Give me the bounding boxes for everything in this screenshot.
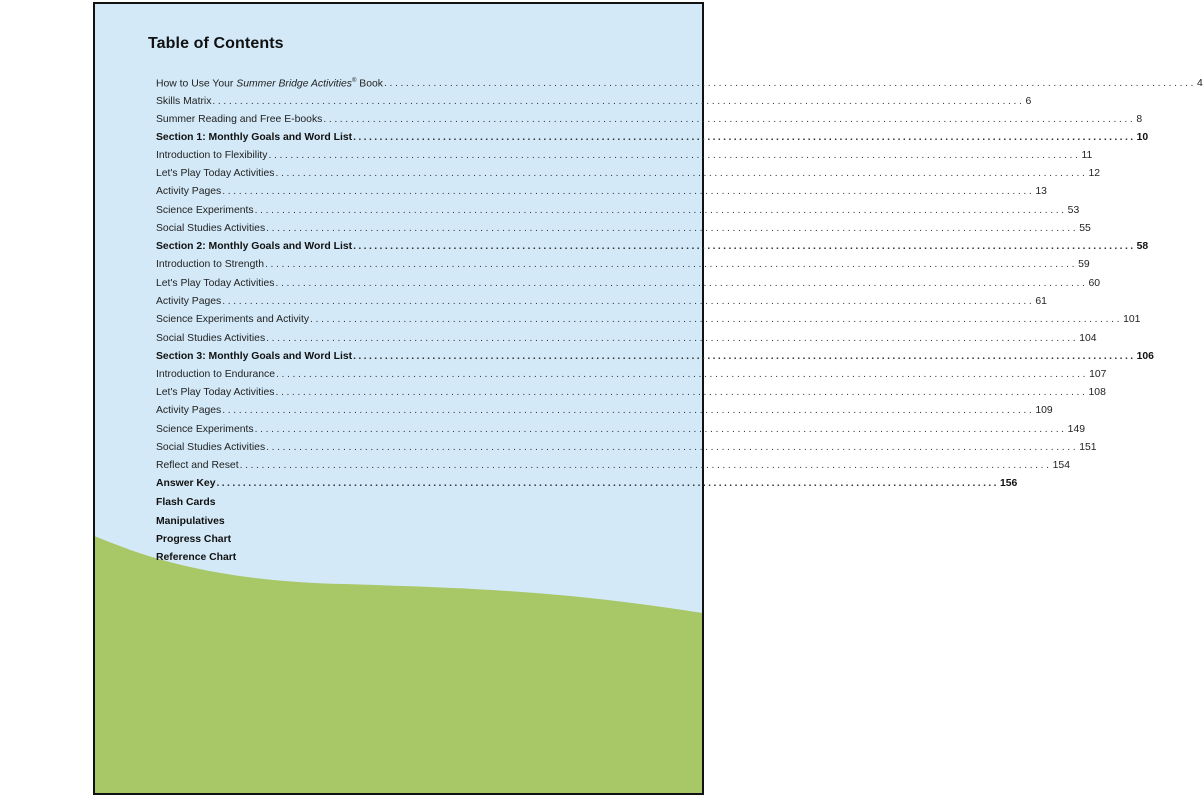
toc-entry-label: Science Experiments xyxy=(156,424,254,435)
toc-entry-label: Reflect and Reset xyxy=(156,460,239,471)
toc-page-number: 10 xyxy=(1136,132,1149,143)
toc-entry-label: Science Experiments xyxy=(156,205,254,216)
toc-entry-label: Let's Play Today Activities xyxy=(156,168,275,179)
toc-entry-label: Answer Key xyxy=(156,478,216,489)
dot-leader: .................................................................................................................................................... xyxy=(383,78,1197,89)
toc-entry-label: Social Studies Activities xyxy=(156,442,266,453)
toc-entry xyxy=(156,271,1101,289)
toc-entry-label: Social Studies Activities xyxy=(156,333,266,344)
dot-leader: .................................................................................................................................................... xyxy=(222,405,1035,416)
toc-page-number: 109 xyxy=(1035,405,1053,416)
dot-leader: .................................................................................................................................................... xyxy=(265,259,1078,270)
toc-entry xyxy=(156,161,1101,179)
toc-extra-item: Manipulatives xyxy=(156,516,225,527)
toc-page-number: 108 xyxy=(1088,387,1106,398)
dot-leader: .................................................................................................................................................... xyxy=(239,460,1052,471)
dot-leader: .................................................................................................................................................... xyxy=(254,424,1067,435)
dot-leader: .................................................................................................................................................... xyxy=(222,296,1035,307)
toc-page-number: 12 xyxy=(1088,168,1101,179)
toc-section-entry xyxy=(156,344,1154,362)
toc-entry xyxy=(156,198,1080,216)
toc-section-entry xyxy=(156,471,1018,489)
toc-page-number: 11 xyxy=(1081,150,1093,161)
toc-page-number: 6 xyxy=(1025,96,1032,107)
dot-leader: .................................................................................................................................................... xyxy=(266,442,1079,453)
toc-entry-label: Activity Pages xyxy=(156,405,222,416)
toc-entry-label: Science Experiments and Activity xyxy=(156,314,310,325)
dot-leader: .................................................................................................................................................... xyxy=(275,168,1088,179)
toc-entry-label: Section 3: Monthly Goals and Word List xyxy=(156,351,353,362)
toc-entry-label: Summer Reading and Free E-books xyxy=(156,114,323,125)
toc-entry xyxy=(156,179,1047,197)
toc-page-number: 154 xyxy=(1052,460,1070,471)
toc-page-number: 58 xyxy=(1136,241,1149,252)
toc-entry xyxy=(156,289,1047,307)
dot-leader: .................................................................................................................................................... xyxy=(276,369,1089,380)
toc-entry xyxy=(156,71,1203,89)
page-title: Table of Contents xyxy=(148,35,284,52)
dot-leader: .................................................................................................................................................... xyxy=(266,333,1079,344)
toc-page xyxy=(93,2,1203,795)
toc-entry xyxy=(156,252,1090,270)
toc-page-number: 13 xyxy=(1035,186,1047,197)
toc-page-number: 59 xyxy=(1078,259,1090,270)
dot-leader: .................................................................................................................................................... xyxy=(275,278,1088,289)
toc-entry xyxy=(156,453,1070,471)
toc-entry xyxy=(156,362,1107,380)
toc-extra-item: Reference Chart xyxy=(156,552,237,563)
toc-entry xyxy=(156,326,1097,344)
toc-extra-item: Progress Chart xyxy=(156,534,232,545)
toc-entry-label: Let's Play Today Activities xyxy=(156,387,275,398)
dot-leader: .................................................................................................................................................... xyxy=(275,387,1088,398)
toc-entry xyxy=(156,435,1097,453)
toc-entry-label: Let's Play Today Activities xyxy=(156,278,275,289)
toc-page-number: 8 xyxy=(1136,114,1143,125)
dot-leader: .................................................................................................................................................... xyxy=(323,114,1136,125)
toc-entry xyxy=(156,89,1032,107)
toc-entry-label: Introduction to Flexibility xyxy=(156,150,268,161)
toc-page-number: 61 xyxy=(1035,296,1047,307)
toc-entry xyxy=(156,143,1093,161)
toc-entry-label: Skills Matrix xyxy=(156,96,212,107)
toc-entry xyxy=(156,380,1106,398)
toc-entry xyxy=(156,417,1086,435)
toc-page-number: 101 xyxy=(1123,314,1141,325)
toc-section-entry xyxy=(156,125,1149,143)
toc-entry-label: Activity Pages xyxy=(156,296,222,307)
toc-entry-label: Section 2: Monthly Goals and Word List xyxy=(156,241,353,252)
dot-leader: .................................................................................................................................................... xyxy=(216,478,999,489)
toc-page-number: 53 xyxy=(1067,205,1080,216)
toc-entry-label: Introduction to Strength xyxy=(156,259,265,270)
toc-page-number: 107 xyxy=(1089,369,1107,380)
toc-entry-label: Activity Pages xyxy=(156,186,222,197)
toc-entry-label: Introduction to Endurance xyxy=(156,369,275,380)
toc-extra-item: Flash Cards xyxy=(156,497,216,508)
toc-page-number: 106 xyxy=(1136,351,1154,362)
toc-entry-label: Section 1: Monthly Goals and Word List xyxy=(156,132,353,143)
dot-leader: .................................................................................................................................................... xyxy=(254,205,1067,216)
toc-entry xyxy=(156,216,1091,234)
dot-leader: .................................................................................................................................................... xyxy=(212,96,1025,107)
dot-leader: .................................................................................................................................................... xyxy=(222,186,1035,197)
toc-entry xyxy=(156,107,1143,125)
toc-section-entry xyxy=(156,234,1149,252)
toc-page-number: 60 xyxy=(1088,278,1101,289)
toc-page-number: 55 xyxy=(1079,223,1091,234)
toc-entry xyxy=(156,398,1053,416)
toc-entry-label: How to Use Your Summer Bridge Activities® Book xyxy=(156,77,383,89)
toc-page-number: 151 xyxy=(1079,442,1097,453)
toc-entry-label: Social Studies Activities xyxy=(156,223,266,234)
dot-leader: .................................................................................................................................................... xyxy=(353,241,1136,252)
dot-leader: .................................................................................................................................................... xyxy=(310,314,1123,325)
dot-leader: .................................................................................................................................................... xyxy=(353,351,1136,362)
toc-entry xyxy=(156,307,1141,325)
table-of-contents xyxy=(95,4,1203,793)
toc-page-number: 4 xyxy=(1197,78,1203,89)
toc-page-number: 104 xyxy=(1079,333,1097,344)
toc-page-number: 156 xyxy=(999,478,1018,489)
toc-page-number: 149 xyxy=(1067,424,1086,435)
dot-leader: .................................................................................................................................................... xyxy=(353,132,1136,143)
dot-leader: .................................................................................................................................................... xyxy=(266,223,1079,234)
dot-leader: .................................................................................................................................................... xyxy=(268,150,1081,161)
